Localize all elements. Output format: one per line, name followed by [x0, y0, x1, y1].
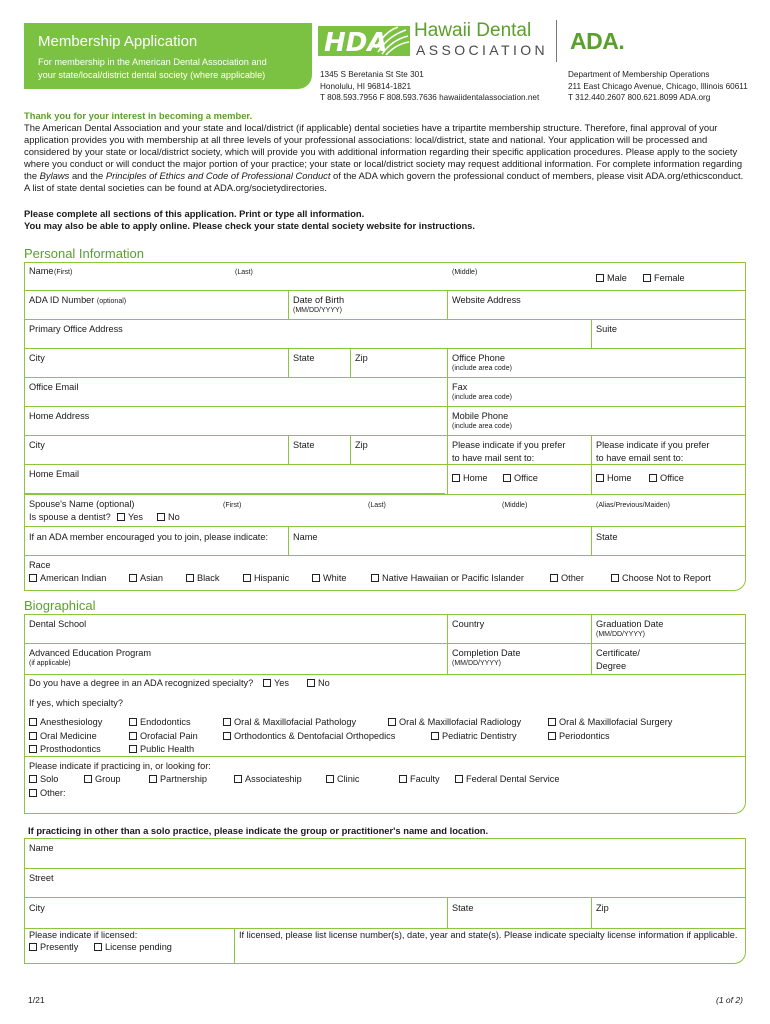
- group-name-field[interactable]: Name: [29, 843, 54, 853]
- race-checkbox-native-hawaiian[interactable]: Native Hawaiian or Pacific Islander: [371, 573, 524, 584]
- race-checkbox-asian[interactable]: Asian: [129, 573, 163, 584]
- home-email-row: [25, 465, 445, 494]
- adv-ed-field[interactable]: Advanced Education Program: [29, 648, 152, 658]
- email-office-checkbox[interactable]: Office: [649, 473, 684, 484]
- specialty-no-checkbox[interactable]: No: [307, 678, 330, 689]
- primary-office-row: [25, 320, 745, 349]
- hda-association: ASSOCIATION: [416, 42, 549, 58]
- practice-associateship[interactable]: Associateship: [234, 774, 302, 785]
- home-address-row: Home Address Mobile Phone (include area code): [25, 407, 745, 436]
- office-email-row: Office Email Fax (include area code): [25, 378, 745, 407]
- ada-logo: ADA.: [570, 28, 625, 54]
- mobile-phone-field[interactable]: Mobile Phone: [452, 411, 509, 421]
- race-checkbox-white[interactable]: White: [312, 573, 347, 584]
- adv-ed-row: Advanced Education Program (if applicable) Completion Date (MM/DD/YYYY) Certificate/ Degree: [25, 644, 745, 675]
- practice-group[interactable]: Group: [84, 774, 121, 785]
- personal-info-heading: Personal Information: [24, 246, 144, 261]
- home-city-field[interactable]: City: [29, 440, 45, 450]
- office-zip-field[interactable]: Zip: [355, 353, 368, 363]
- specialty-yes-checkbox[interactable]: Yes: [263, 678, 289, 689]
- group-name-row: [25, 839, 745, 869]
- email-pref-label: Please indicate if you prefer: [596, 440, 710, 450]
- mail-home-checkbox[interactable]: Home: [452, 473, 488, 484]
- group-city-row: [25, 898, 745, 929]
- license-row: Please indicate if licensed: Presently License pending If licensed, please list license number(s), date, year and state(s). Please indicate specialty license information if applicable.: [25, 929, 745, 965]
- ada-id-field[interactable]: ADA ID Number (optional): [29, 295, 127, 305]
- specialty-pediatric[interactable]: Pediatric Dentistry: [431, 731, 517, 742]
- specialty-endodontics[interactable]: Endodontics: [129, 717, 191, 728]
- practice-federal[interactable]: Federal Dental Service: [455, 774, 559, 785]
- suite-field[interactable]: Suite: [596, 324, 617, 334]
- practice-faculty[interactable]: Faculty: [399, 774, 440, 785]
- race-checkbox-not-report[interactable]: Choose Not to Report: [611, 573, 711, 584]
- encouraged-state-field[interactable]: State: [596, 532, 618, 542]
- practice-other[interactable]: Other:: [29, 788, 66, 799]
- certificate-field[interactable]: Certificate/: [596, 648, 640, 658]
- spouse-yes-checkbox[interactable]: Yes: [117, 512, 143, 523]
- specialty-periodontics[interactable]: Periodontics: [548, 731, 610, 742]
- encouraged-row: If an ADA member encouraged you to join, please indicate: Name State: [25, 527, 745, 556]
- office-phone-field[interactable]: Office Phone: [452, 353, 505, 363]
- personal-info-box: Name (First) (Last) (Middle) Male Female ADA ID Number (optional) Date of Birth (MM/DD/YYYY) Website Address Primary Office Address Suite City State Zip Office Phone (include area code) Office Email Fax (include area code) Home Address Mobile Phone (include area code) City State Zip Please indicate if you prefer to have mail sent to: Home Office Please indicate if you prefer to have email sent to: Home Office Home Email Spouse's Name (optional) (First) (Last) (Middle) (Alias/Previous/Maiden) Is spouse a dentist? Yes No If an ADA member encouraged you to join, please indicate: Name State Race American Indian Asian Black Hispanic White Native Hawaiian or Pacific Islander Other Choose Not to Report: [24, 262, 746, 591]
- practice-solo[interactable]: Solo: [29, 774, 58, 785]
- specialty-prosthodontics[interactable]: Prosthodontics: [29, 744, 101, 755]
- group-street-field[interactable]: Street: [29, 873, 54, 883]
- specialty-om-surgery[interactable]: Oral & Maxillofacial Surgery: [548, 717, 672, 728]
- hda-address: 1345 S Beretania St Ste 301 Honolulu, HI 96814-1821 T 808.593.7956 F 808.593.7636 hawaiidentalassociation.net: [320, 70, 540, 102]
- svg-text:HDA: HDA: [324, 28, 388, 58]
- primary-office-field[interactable]: Primary Office Address: [29, 324, 123, 334]
- form-subtitle-line-1: For membership in the American Dental Association and: [38, 57, 267, 67]
- gender-male-checkbox[interactable]: Male: [596, 273, 627, 284]
- home-state-field[interactable]: State: [293, 440, 315, 450]
- completion-date-field[interactable]: Completion Date: [452, 648, 521, 658]
- home-zip-field[interactable]: Zip: [355, 440, 368, 450]
- race-checkbox-black[interactable]: Black: [186, 573, 219, 584]
- title-banner: [24, 23, 312, 89]
- instruction-1: Please complete all sections of this application. Print or type all information.: [24, 208, 365, 219]
- race-checkbox-american-indian[interactable]: American Indian: [29, 573, 106, 584]
- thank-you: Thank you for your interest in becoming a member.: [24, 110, 253, 121]
- ada-address: Department of Membership Operations 211 East Chicago Avenue, Chicago, Illinois 60611 T 312.440.2607 800.621.8099 ADA.org: [568, 70, 748, 102]
- specialty-om-radiology[interactable]: Oral & Maxillofacial Radiology: [388, 717, 521, 728]
- specialty-om-pathology[interactable]: Oral & Maxillofacial Pathology: [223, 717, 356, 728]
- home-email-field[interactable]: Home Email: [29, 469, 80, 479]
- practice-clinic[interactable]: Clinic: [326, 774, 359, 785]
- specialty-orofacial-pain[interactable]: Orofacial Pain: [129, 731, 198, 742]
- logo-divider: [556, 20, 557, 62]
- ada-id-row: ADA ID Number (optional) Date of Birth (MM/DD/YYYY) Website Address: [25, 291, 745, 320]
- form-subtitle-line-2: your state/local/district dental society (where applicable): [38, 69, 266, 80]
- group-heading: If practicing in other than a solo practice, please indicate the group or practitioner's name and location.: [28, 825, 489, 836]
- office-state-field[interactable]: State: [293, 353, 315, 363]
- hda-name: Hawaii Dental: [414, 20, 532, 41]
- practice-partnership[interactable]: Partnership: [149, 774, 207, 785]
- bio-box: [24, 614, 746, 814]
- specialty-public-health[interactable]: Public Health: [129, 744, 194, 755]
- dob-field[interactable]: Date of Birth: [293, 295, 345, 305]
- specialty-anesthesiology[interactable]: Anesthesiology: [29, 717, 102, 728]
- home-address-field[interactable]: Home Address: [29, 411, 90, 421]
- mail-pref-label: Please indicate if you prefer: [452, 440, 566, 450]
- license-pending-checkbox[interactable]: License pending: [94, 942, 172, 953]
- office-city-field[interactable]: City: [29, 353, 45, 363]
- gender-female-checkbox[interactable]: Female: [643, 273, 685, 284]
- office-city-row: City State Zip Office Phone (include area code): [25, 349, 745, 378]
- group-street-row: [25, 869, 745, 898]
- group-state-field[interactable]: State: [452, 903, 474, 913]
- license-presently-checkbox[interactable]: Presently: [29, 942, 78, 953]
- country-field[interactable]: Country: [452, 619, 485, 629]
- dental-school-field[interactable]: Dental School: [29, 619, 87, 629]
- hda-logo-graphic: [318, 22, 410, 60]
- race-checkbox-hispanic[interactable]: Hispanic: [243, 573, 289, 584]
- specialty-orthodontics[interactable]: Orthodontics & Dentofacial Orthopedics: [223, 731, 395, 742]
- website-field[interactable]: Website Address: [452, 295, 521, 305]
- spouse-row: Spouse's Name (optional) (First) (Last) (Middle) (Alias/Previous/Maiden) Is spouse a dentist? Yes No: [25, 494, 745, 527]
- race-checkbox-other[interactable]: Other: [550, 573, 584, 584]
- intro-paragraph: The American Dental Association and your state and local/district (if applicable) dental societies have a tripartite membership structure. Therefore, final approval of your application provides you with membership at all three levels of your professional associations: local/district, state and national. Your application will be processed and considered by your state or local/district society, which will provide you with additional information regarding their specific application procedures. Please apply to the society where you conduct or will conduct the major portion of your practice; your state or local/district society may request additional information. For complete information regarding the Bylaws and the Principles of Ethics and Code of Professional Conduct of the ADA which govern the professional conduct of members, please visit ADA.org/ethicsconduct. A list of state dental societies can be found at ADA.org/societydirectories.: [24, 122, 744, 193]
- group-box: [24, 838, 746, 964]
- spouse-no-checkbox[interactable]: No: [157, 512, 180, 523]
- footer-version: 1/21: [28, 995, 45, 1005]
- mail-office-checkbox[interactable]: Office: [503, 473, 538, 484]
- instruction-2: You may also be able to apply online. Please check your state dental society website for instructions.: [24, 220, 476, 231]
- footer-page: (1 of 2): [716, 995, 743, 1005]
- encouraged-name-field[interactable]: Name: [293, 532, 318, 542]
- intro-text: [24, 110, 748, 232]
- dental-school-row: Dental School Country Graduation Date (MM/DD/YYYY): [25, 615, 745, 644]
- license-list-field[interactable]: If licensed, please list license number(s), date, year and state(s). Please indicate specialty license information if applicable.: [239, 930, 738, 940]
- race-row: Race American Indian Asian Black Hispanic White Native Hawaiian or Pacific Islander Other Choose Not to Report: [29, 560, 711, 583]
- specialty-oral-medicine[interactable]: Oral Medicine: [29, 731, 97, 742]
- group-zip-field[interactable]: Zip: [596, 903, 609, 913]
- grad-date-field[interactable]: Graduation Date: [596, 619, 664, 629]
- spouse-name-field[interactable]: Spouse's Name (optional): [29, 499, 135, 509]
- name-row: Name (First) (Last) (Middle) Male Female: [25, 263, 745, 291]
- practice-row: Please indicate if practicing in, or looking for: Solo Group Partnership Associateship Clinic Faculty Federal Dental Service Other:: [29, 761, 560, 798]
- office-email-field[interactable]: Office Email: [29, 382, 79, 392]
- group-city-field[interactable]: City: [29, 903, 45, 913]
- specialty-row: Do you have a degree in an ADA recognized specialty? Yes No If yes, which specialty? Anesthesiology Endodontics Oral & Maxillofacial Pathology Oral & Maxillofacial Radiology Oral & Maxillofacial Surgery Oral Medicine Orofacial Pain Orthodontics & Dentofacial Orthopedics Pediatric Dentistry Periodontics Prosthodontics Public Health: [25, 675, 745, 757]
- bio-heading: Biographical: [24, 598, 96, 613]
- email-home-checkbox[interactable]: Home: [596, 473, 632, 484]
- form-title: Membership Application: [38, 33, 198, 50]
- fax-field[interactable]: Fax: [452, 382, 468, 392]
